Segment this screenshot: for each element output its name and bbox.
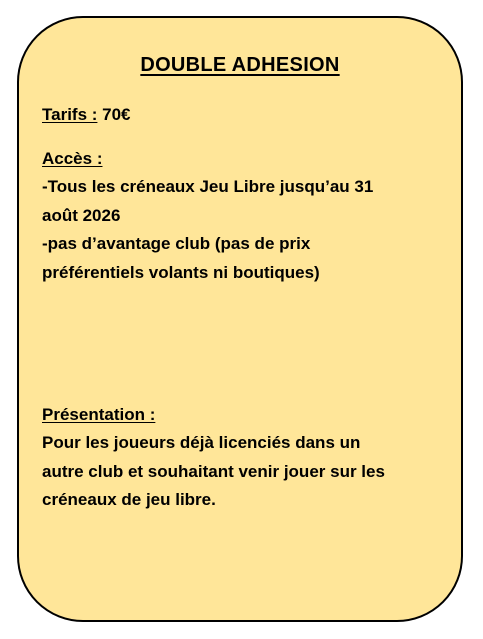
card-title: DOUBLE ADHESION bbox=[140, 54, 340, 76]
presentation-label-row bbox=[42, 400, 155, 429]
acces-line-2: août 2026 bbox=[42, 206, 121, 225]
tarifs-label: Tarifs : bbox=[42, 105, 98, 124]
acces-line-3: -pas d’avantage club (pas de prix bbox=[42, 234, 311, 253]
tarifs-value: 70€ bbox=[97, 105, 131, 124]
presentation-label: Présentation : bbox=[42, 405, 156, 424]
tarifs-row bbox=[42, 100, 131, 129]
acces-label-row bbox=[42, 144, 102, 173]
acces-label: Accès : bbox=[42, 149, 103, 168]
acces-line-4: préférentiels volants ni boutiques) bbox=[42, 263, 320, 282]
acces-line-1: -Tous les créneaux Jeu Libre jusqu’au 31 bbox=[42, 177, 374, 196]
presentation-line-1: Pour les joueurs déjà licenciés dans un bbox=[42, 433, 361, 452]
adhesion-card bbox=[17, 16, 463, 622]
presentation-line-2: autre club et souhaitant venir jouer sur les bbox=[42, 462, 385, 481]
presentation-line-3: créneaux de jeu libre. bbox=[42, 490, 216, 509]
